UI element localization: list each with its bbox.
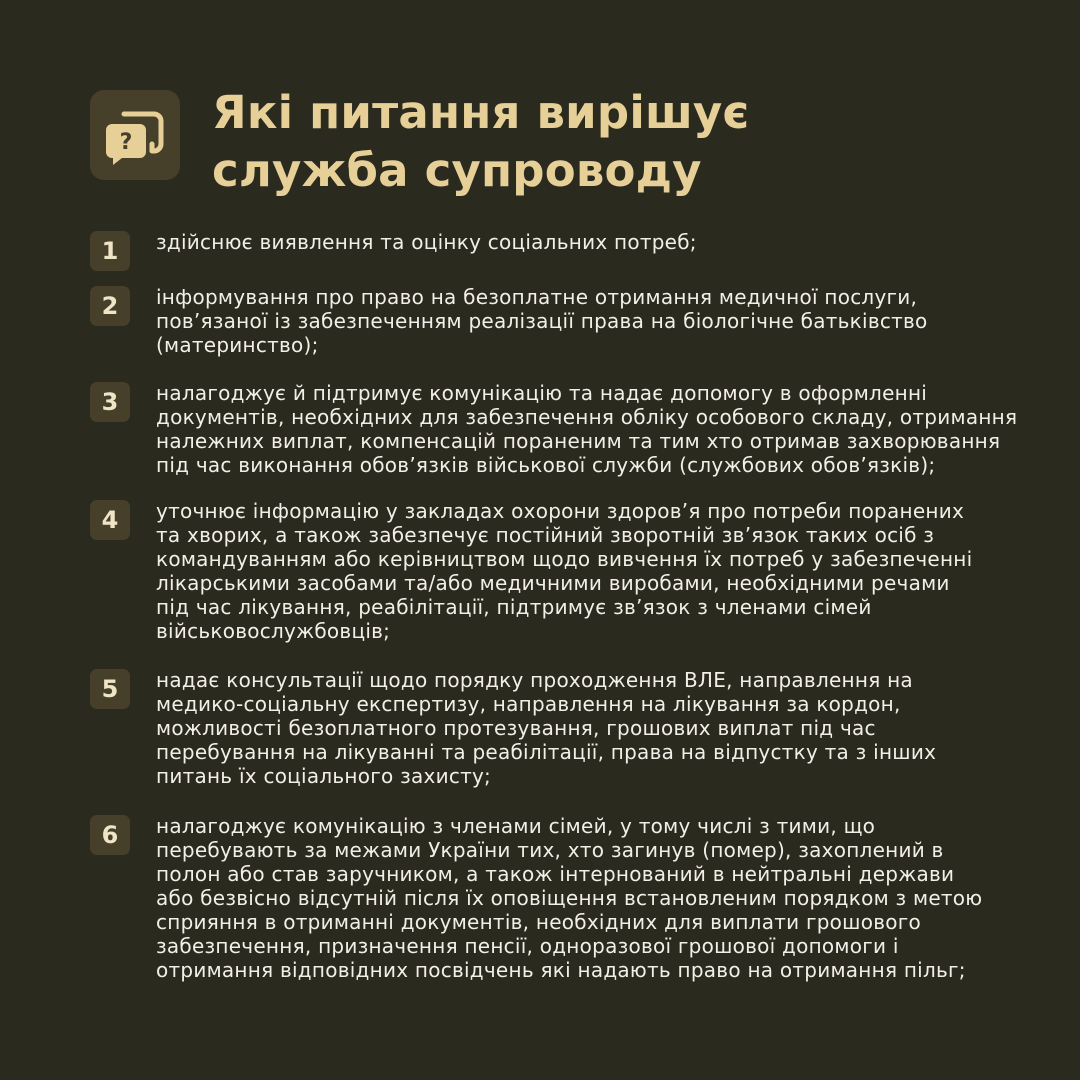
text-line: під час лікування, реабілітації, підтримує зв’язок з членами сімей [156, 595, 872, 619]
text-line: лікарськими засобами та/або медичними виробами, необхідними речами [156, 571, 950, 595]
text-line: належних виплат, компенсацій пораненим та тим хто отримав захворювання [156, 429, 1001, 453]
text-line: отримання відповідних посвідчень які надають право на отримання пільг; [156, 958, 966, 982]
text-line: уточнює інформацію у закладах охорони здоров’я про потреби поранених [156, 499, 965, 523]
page-title [212, 84, 749, 200]
list-item-text [156, 230, 697, 254]
text-line: під час виконання обов’язків військової служби (службових обов’язків); [156, 453, 936, 477]
list-item-text [156, 285, 928, 357]
text-line: документів, необхідних для забезпечення обліку особового складу, отримання [156, 405, 1018, 429]
text-line: військовослужбовців; [156, 619, 391, 643]
text-line: можливості безоплатного протезування, грошових виплат під час [156, 716, 876, 740]
text-line: командуванням або керівництвом щодо вивчення їх потреб у забезпеченні [156, 547, 973, 571]
text-line: та хворих, а також забезпечує постійний зворотній зв’язок таких осіб з [156, 523, 935, 547]
page-title-line-1: Які питання вирішує [212, 86, 750, 139]
text-line: перебувають за межами України тих, хто загинув (помер), захоплений в [156, 838, 944, 862]
text-line: перебування на лікуванні та реабілітації, права на відпустку та з інших [156, 740, 937, 764]
text-line: полон або став заручником, а також інтернований в нейтральні держави [156, 862, 955, 886]
text-line: налагоджує комунікацію з членами сімей, у тому числі з тими, що [156, 814, 876, 838]
number-badge: 5 [90, 669, 130, 709]
speech-bubbles-question-icon [90, 90, 180, 180]
number-badge: 3 [90, 382, 130, 422]
text-line: інформування про право на безоплатне отримання медичної послуги, [156, 285, 918, 309]
number-badge: 2 [90, 286, 130, 326]
text-line: питань їх соціального захисту; [156, 764, 492, 788]
number-badge: 1 [90, 231, 130, 271]
text-line: пов’язаної із забезпеченням реалізації права на біологічне батьківство [156, 309, 928, 333]
text-line: налагоджує й підтримує комунікацію та надає допомогу в оформленні [156, 381, 928, 405]
text-line: медико-соціальну експертизу, направлення на лікування за кордон, [156, 692, 901, 716]
text-line: сприяння в отриманні документів, необхідних для виплати грошового [156, 910, 921, 934]
list-item-text [156, 814, 982, 982]
text-line: або безвісно відсутній після їх оповіщення встановленим порядком з метою [156, 886, 983, 910]
list-item-text [156, 499, 972, 643]
header-icon-badge [90, 90, 180, 180]
text-line: (материнство); [156, 333, 319, 357]
text-line: здійснює виявлення та оцінку соціальних потреб; [156, 230, 697, 254]
page-title-line-2: служба супроводу [212, 144, 702, 197]
svg-text:?: ? [119, 130, 133, 155]
list-item-text [156, 668, 936, 788]
text-line: надає консультації щодо порядку проходження ВЛЕ, направлення на [156, 668, 913, 692]
list-item-text [156, 381, 1017, 477]
text-line: забезпечення, призначення пенсії, одноразової грошової допомоги і [156, 934, 899, 958]
number-badge: 4 [90, 500, 130, 540]
number-badge: 6 [90, 815, 130, 855]
